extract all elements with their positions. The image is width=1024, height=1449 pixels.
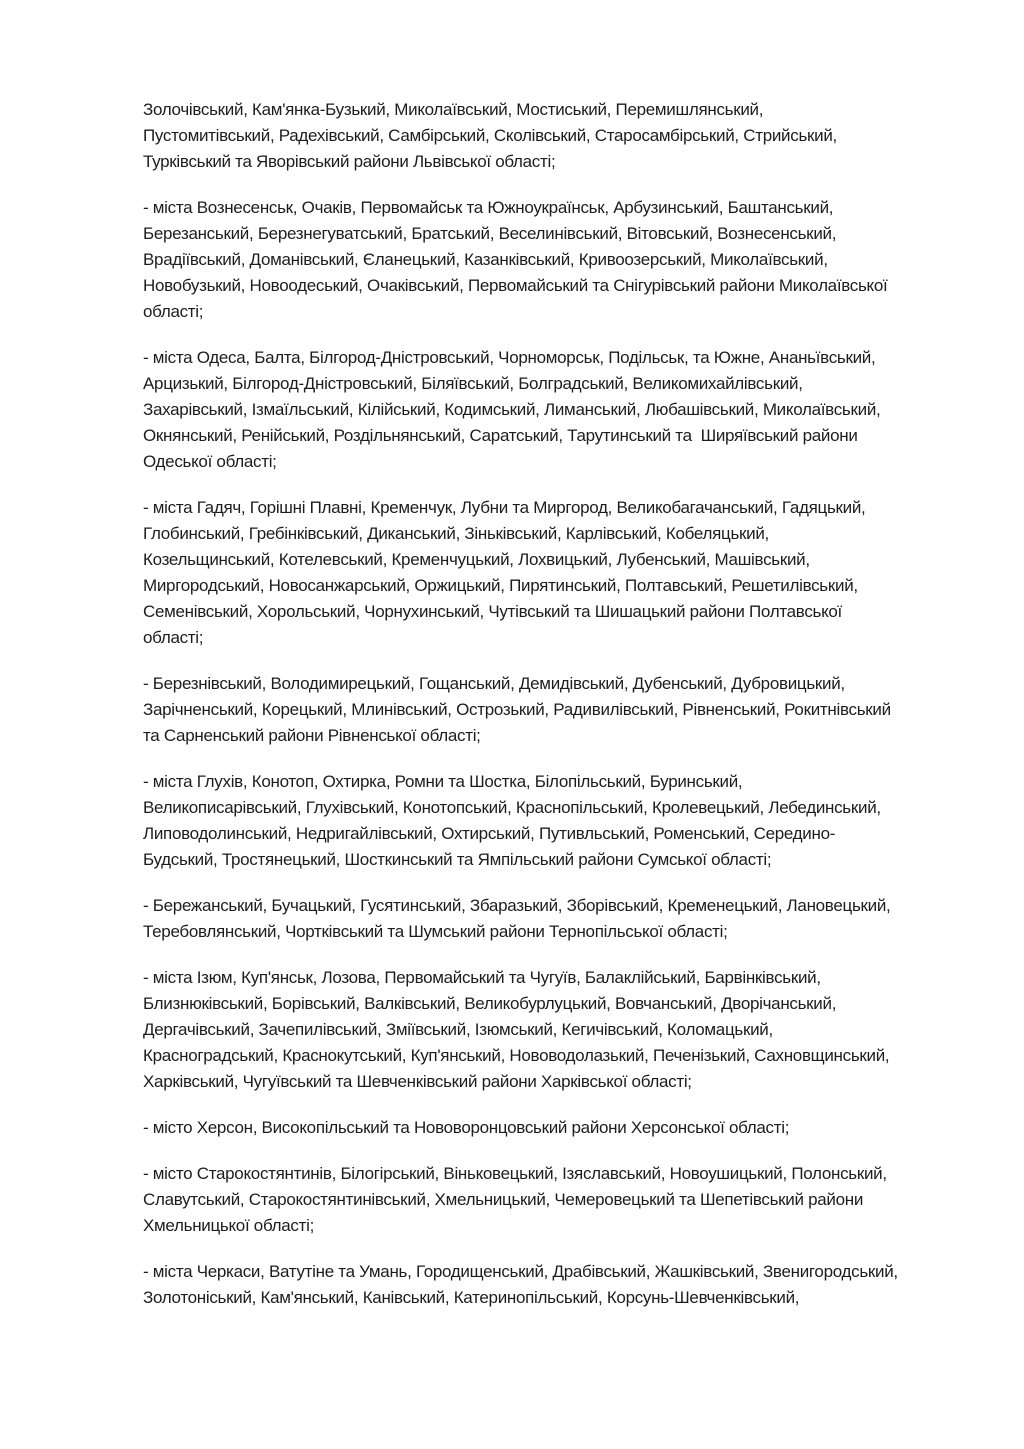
- paragraph-ternopil-oblast-raions: - Бережанський, Бучацький, Гусятинський, Збаразький, Зборівський, Кременецький, Лановецький, Теребовлянський, Чортківський та Шумський райони Тернопільської області;: [143, 896, 891, 941]
- paragraph-kherson-oblast-raions: - місто Херсон, Високопільський та Нововоронцовський райони Херсонської області;: [143, 1118, 790, 1137]
- paragraph-sumy-oblast-raions: - міста Глухів, Конотоп, Охтирка, Ромни та Шостка, Білопільський, Буринський, Великописарівський, Глухівський, Конотопський, Краснопільський, Кролевецький, Лебединський, Липоводолинський, Недригайлівський, Охтирський, Путивльський, Роменський, Середино- Будський, Тростянецький, Шосткинський та Ямпільський райони Сумської області;: [143, 772, 881, 869]
- paragraph-kharkiv-oblast-raions: - міста Ізюм, Куп'янськ, Лозова, Первомайський та Чугуїв, Балаклійський, Барвінківський, Близнюківський, Борівський, Валківський, Великобурлуцький, Вовчанський, Дворічанський, Дергачівський, Зачепилівський, Зміївський, Ізюмський, Кегичівський, Коломацький, Красноградський, Краснокутський, Куп'янський, Нововодолазький, Печенізький, Сахновщинський, Харківський, Чугуївський та Шевченківський райони Харківської області;: [143, 968, 890, 1091]
- paragraph-cherkasy-oblast-raions: - міста Черкаси, Ватутіне та Умань, Городищенський, Драбівський, Жашківський, Звенигородський, Золотоніський, Кам'янський, Канівський, Катеринопільський, Корсунь-Шевченківський,: [143, 1262, 898, 1307]
- paragraph-poltava-oblast-raions: - міста Гадяч, Горішні Плавні, Кременчук, Лубни та Миргород, Великобагачанський, Гадяцький, Глобинський, Гребінківський, Диканський, Зіньківський, Карлівський, Кобеляцький, Козельщинський, Котелевський, Кременчуцький, Лохвицький, Лубенський, Машівський, Миргородський, Новосанжарський, Оржицький, Пирятинський, Полтавський, Решетилівський, Семенівський, Хорольський, Чорнухинський, Чутівський та Шишацький райони Полтавської області;: [143, 498, 866, 647]
- paragraph-khmelnytskyi-oblast-raions: - місто Старокостянтинів, Білогірський, Віньковецький, Ізяславський, Новоушицький, Полонський, Славутський, Старокостянтинівський, Хмельницький, Чемеровецький та Шепетівський райони Хмельницької області;: [143, 1164, 887, 1235]
- paragraph-mykolaiv-oblast-raions: - міста Вознесенськ, Очаків, Первомайськ та Южноукраїнськ, Арбузинський, Баштанський, Березанський, Березнегуватський, Братський, Веселинівський, Вітовський, Вознесенський, Врадіївський, Доманівський, Єланецький, Казанківський, Кривоозерський, Миколаївський, Новобузький, Новоодеський, Очаківський, Первомайський та Снігурівський райони Миколаївської області;: [143, 198, 888, 321]
- paragraph-lviv-oblast-raions: Золочівський, Кам'янка-Бузький, Миколаївський, Мостиський, Перемишлянський, Пустомитівський, Радехівський, Самбірський, Сколівський, Старосамбірський, Стрийський, Турківський та Яворівський райони Львівської області;: [143, 100, 837, 171]
- paragraph-rivne-oblast-raions: - Березнівський, Володимирецький, Гощанський, Демидівський, Дубенський, Дубровицький, Зарічненський, Корецький, Млинівський, Острозький, Радивилівський, Рівненський, Рокитнівський та Сарненський райони Рівненської області;: [143, 674, 891, 745]
- paragraph-odesa-oblast-raions: - міста Одеса, Балта, Білгород-Дністровський, Чорноморськ, Подільськ, та Южне, Ананьївський, Арцизький, Білгород-Дністровський, Біляївський, Болградський, Великомихайлівський, Захарівський, Ізмаїльський, Кілійський, Кодимський, Лиманський, Любашівський, Миколаївський, Окнянський, Ренійський, Роздільнянський, Саратський, Тарутинський та Ширяївський райони Одеської області;: [143, 348, 881, 471]
